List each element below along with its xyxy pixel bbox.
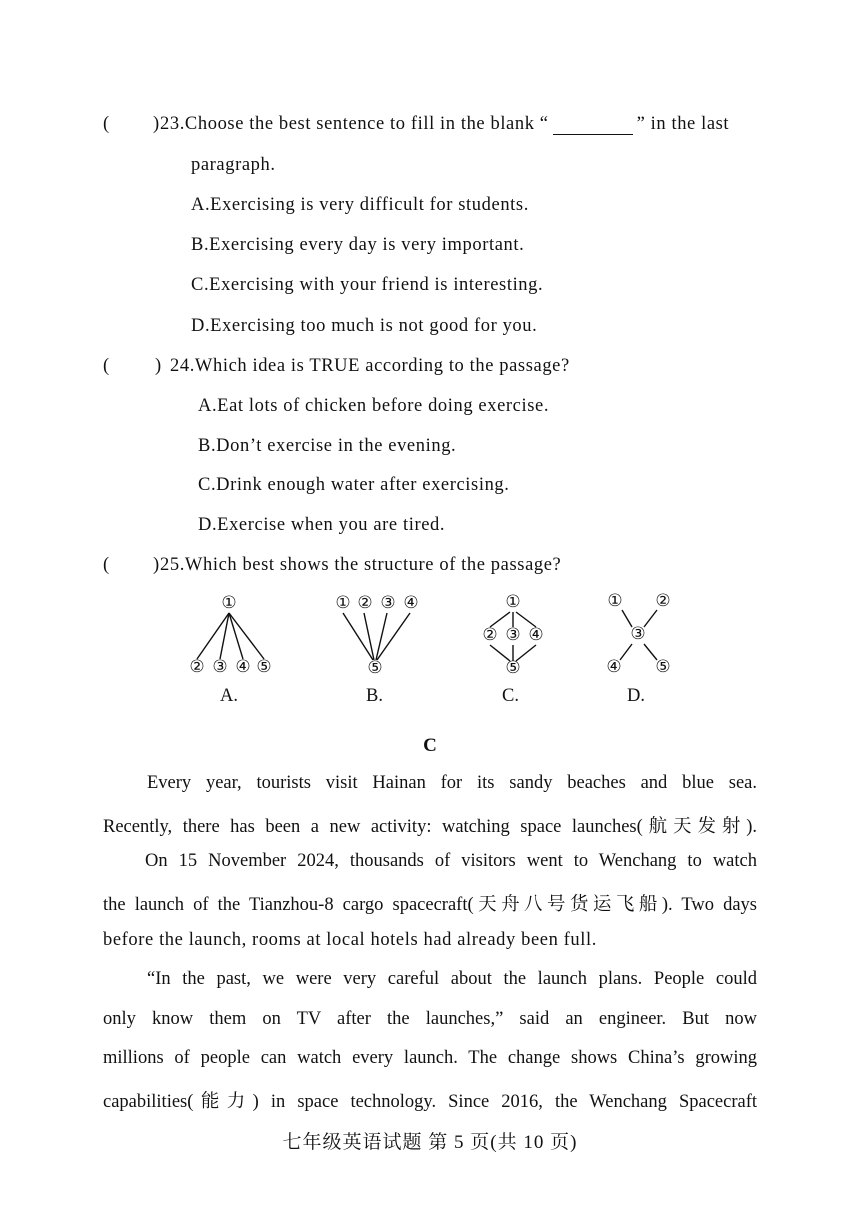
diagram-label-b: B. (366, 686, 383, 706)
passage-line-9: capabilities(能力) in space technology. Since 2016, the Wenchang Spacecraft (103, 1092, 757, 1112)
diagram-c-node-5: ⑤ (505, 657, 521, 677)
passage-line-1: Every year, tourists visit Hainan for its sandy beaches and blue sea. (147, 773, 757, 793)
diagram-d-node-2: ② (655, 590, 671, 610)
diagram-d-node-5: ⑤ (655, 656, 671, 676)
diagram-a-node-1: ① (221, 592, 237, 612)
passage-line-7: only know them on TV after the launches,” said an engineer. But now (103, 1009, 757, 1029)
question-23-stem-continued: paragraph. (191, 155, 276, 175)
diagram-b-node-2: ② (357, 592, 373, 612)
diagram-b-node-1: ① (335, 592, 351, 612)
answer-paren-close-24: ) (155, 356, 162, 376)
question-23-stem (160, 114, 729, 135)
fill-blank (553, 116, 633, 135)
answer-paren-open-23: ( (103, 114, 110, 134)
passage-line-4: the launch of the Tianzhou-8 cargo spacecraft(天舟八号货运飞船). Two days (103, 895, 757, 915)
diagram-a-node-5: ⑤ (256, 656, 272, 676)
passage-line-8: millions of people can watch every launch. The change shows China’s growing (103, 1048, 757, 1068)
diagram-c-node-4: ④ (528, 624, 544, 644)
answer-paren-open-25: ( (103, 555, 110, 575)
question-23-option-b: B.Exercising every day is very important. (191, 235, 525, 255)
answer-paren-open-24: ( (103, 356, 110, 376)
diagram-a-node-2: ② (189, 656, 205, 676)
question-24-option-b: B.Don’t exercise in the evening. (198, 436, 457, 456)
diagram-d-node-1: ① (607, 590, 623, 610)
diagram-label-c: C. (502, 686, 519, 706)
question-24-stem: 24.Which idea is TRUE according to the passage? (170, 356, 570, 376)
diagram-c-node-1: ① (505, 591, 521, 611)
passage-line-6: “In the past, we were very careful about the launch plans. People could (147, 969, 757, 989)
answer-paren-close-25: ) (153, 555, 160, 575)
connector-lines (197, 610, 657, 661)
diagram-b-node-3: ③ (380, 592, 396, 612)
question-23-option-d: D.Exercising too much is not good for you. (191, 316, 538, 336)
question-23-stem-start: 23.Choose the best sentence to fill in the blank “ (160, 114, 549, 134)
section-title: C (423, 735, 437, 756)
passage-line-5: before the launch, rooms at local hotels had already been full. (103, 930, 597, 950)
diagram-c-node-2: ② (482, 624, 498, 644)
diagram-d-node-3: ③ (630, 623, 646, 643)
answer-paren-close-23: ) (153, 114, 160, 134)
diagram-c-node-3: ③ (505, 624, 521, 644)
diagram-a-node-3: ③ (212, 656, 228, 676)
question-23-stem-end: ” in the last (636, 114, 730, 134)
structure-diagrams (0, 590, 860, 690)
question-24-option-d: D.Exercise when you are tired. (198, 515, 446, 535)
diagram-a-node-4: ④ (235, 656, 251, 676)
question-23-option-c: C.Exercising with your friend is interesting. (191, 275, 544, 295)
page-footer: 七年级英语试题 第 5 页(共 10 页) (282, 1132, 578, 1153)
passage-line-3: On 15 November 2024, thousands of visitors went to Wenchang to watch (145, 851, 757, 871)
diagram-b-node-5: ⑤ (367, 657, 383, 677)
diagram-label-a: A. (220, 686, 238, 706)
diagram-d-node-4: ④ (606, 656, 622, 676)
question-23-option-a: A.Exercising is very difficult for students. (191, 195, 529, 215)
diagram-b-node-4: ④ (403, 592, 419, 612)
question-25-stem: 25.Which best shows the structure of the passage? (160, 555, 562, 575)
question-24-option-c: C.Drink enough water after exercising. (198, 475, 510, 495)
question-24-option-a: A.Eat lots of chicken before doing exercise. (198, 396, 550, 416)
passage-line-2: Recently, there has been a new activity: watching space launches(航天发射). (103, 817, 757, 837)
diagram-label-d: D. (627, 686, 645, 706)
